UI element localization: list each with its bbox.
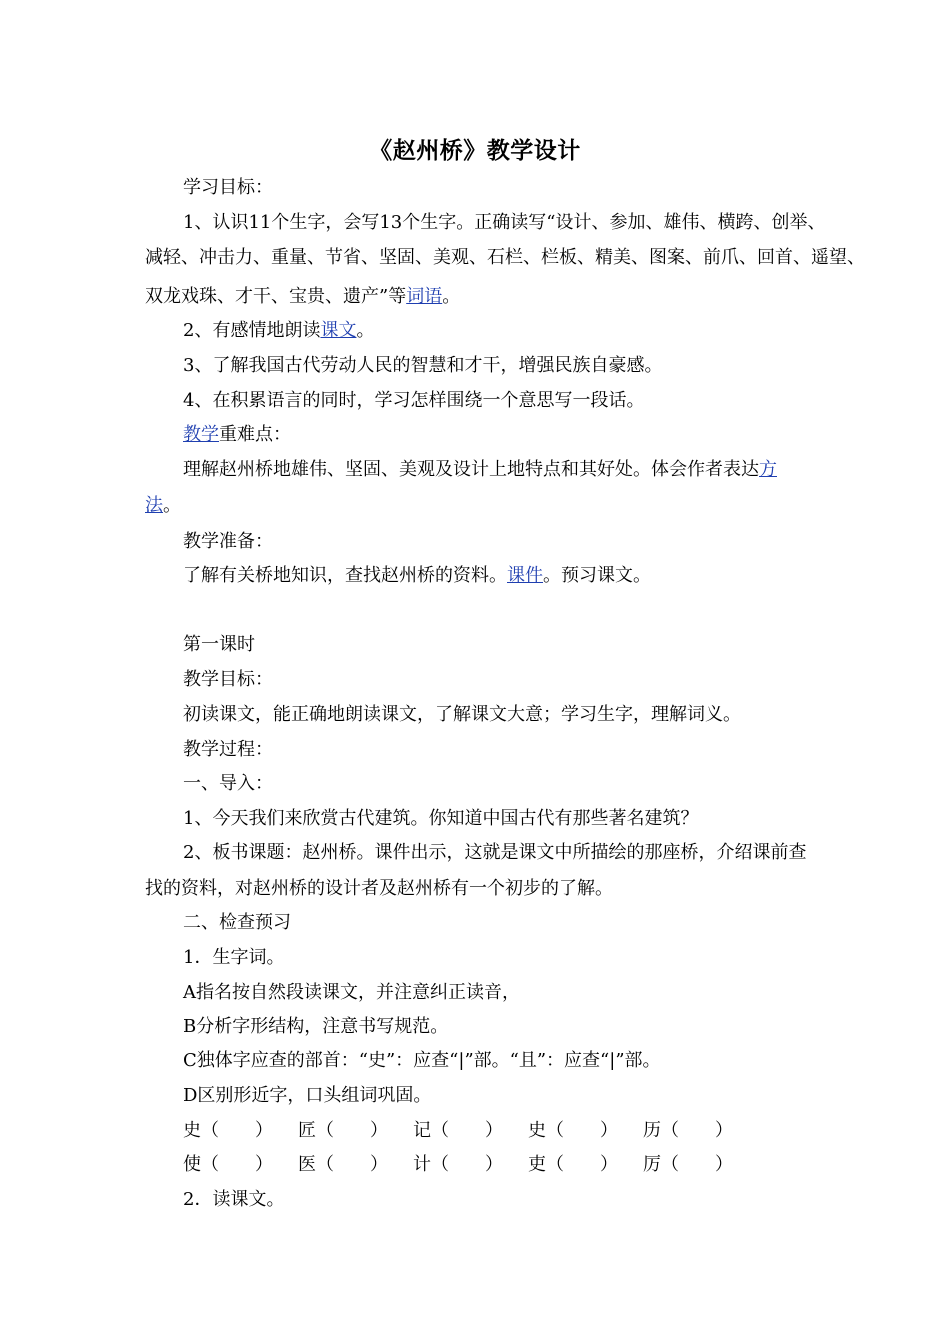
lesson1-process-heading: 教学过程： [183,739,273,760]
goal-item-1-line-3 [145,284,825,310]
link-teaching[interactable]: 教学 [183,424,219,445]
part1-item-1: 1、今天我们来欣赏古代建筑。你知道中国古代有那些著名建筑？ [183,808,699,829]
part1-item-2-line-1: 2、板书课题：赵州桥。课件出示，这就是课文中所描绘的那座桥，介绍课前查 [183,842,807,863]
goal-item-1-line-2: 减轻、冲击力、重量、节省、坚固、美观、石栏、栏板、精美、图案、前爪、回首、遥望、 [145,247,865,268]
goals-heading: 学习目标： [183,177,273,198]
goal-item-1-text: 双龙戏珠、才干、宝贵、遗产”等 [145,286,407,307]
char-cell: 记（ ） [413,1120,503,1141]
goal-item-2-text: 2、有感情地朗读 [183,320,321,341]
goal-item-3: 3、了解我国古代劳动人民的智慧和才干，增强民族自豪感。 [183,355,663,376]
prep-heading: 教学准备： [183,531,273,552]
link-method-part2[interactable]: 法 [145,495,163,516]
goal-item-2-end: 。 [356,320,375,341]
prep-text: 了解有关桥地知识，查找赵州桥的资料。 [183,565,507,586]
keypoints-heading [183,422,863,448]
keypoints-line-1 [183,457,863,483]
keypoints-end: 。 [163,495,181,516]
link-words[interactable]: 词语 [406,286,443,307]
goal-item-1-line-1: 1、认识11个生字，会写13个生字。正确读写“设计、参加、雄伟、横跨、创举、 [183,212,826,233]
part2-item-d: D区别形近字，口头组词巩固。 [183,1085,432,1106]
link-courseware[interactable]: 课件 [507,565,543,586]
part2-item-2: 2．读课文。 [183,1189,285,1210]
part1-item-2-line-2: 找的资料，对赵州桥的设计者及赵州桥有一个初步的了解。 [145,878,613,899]
lesson1-goal-heading: 教学目标： [183,669,273,690]
part2-item-a: A指名按自然段读课文，并注意纠正读音， [183,982,520,1003]
goal-item-1-end: 。 [442,286,461,307]
char-row-2 [183,1152,758,1178]
char-cell: 医（ ） [298,1154,388,1175]
part2-heading: 二、检查预习 [183,912,291,933]
keypoints-heading-text: 重难点： [219,424,291,445]
part1-heading: 一、导入： [183,773,273,794]
char-row-1 [183,1118,758,1144]
part2-item-c: C独体字应查的部首：“史”：应查“|”部。“且”：应查“|”部。 [183,1050,661,1071]
char-cell: 史（ ） [528,1120,618,1141]
prep-end: 。预习课文。 [543,565,651,586]
part2-item-1: 1．生字词。 [183,947,285,968]
part2-item-b: B分析字形结构，注意书写规范。 [183,1016,449,1037]
char-cell: 计（ ） [413,1154,503,1175]
char-cell: 使（ ） [183,1154,273,1175]
goal-item-4: 4、在积累语言的同时，学习怎样围绕一个意思写一段话。 [183,390,645,411]
goal-item-2 [183,318,863,344]
char-cell: 厉（ ） [643,1154,733,1175]
char-cell: 匠（ ） [298,1120,388,1141]
char-cell: 历（ ） [643,1120,733,1141]
keypoints-line-2 [145,493,825,519]
lesson1-goal: 初读课文，能正确地朗读课文，了解课文大意；学习生字，理解词义。 [183,704,741,725]
document-title: 《赵州桥》教学设计 [369,138,581,164]
lesson1-heading: 第一课时 [183,634,255,655]
link-method-part1[interactable]: 方 [759,459,777,480]
link-text[interactable]: 课文 [320,320,357,341]
char-cell: 史（ ） [183,1120,273,1141]
char-cell: 吏（ ） [528,1154,618,1175]
keypoints-text: 理解赵州桥地雄伟、坚固、美观及设计上地特点和其好处。体会作者表达 [183,459,759,480]
prep-line [183,563,863,589]
